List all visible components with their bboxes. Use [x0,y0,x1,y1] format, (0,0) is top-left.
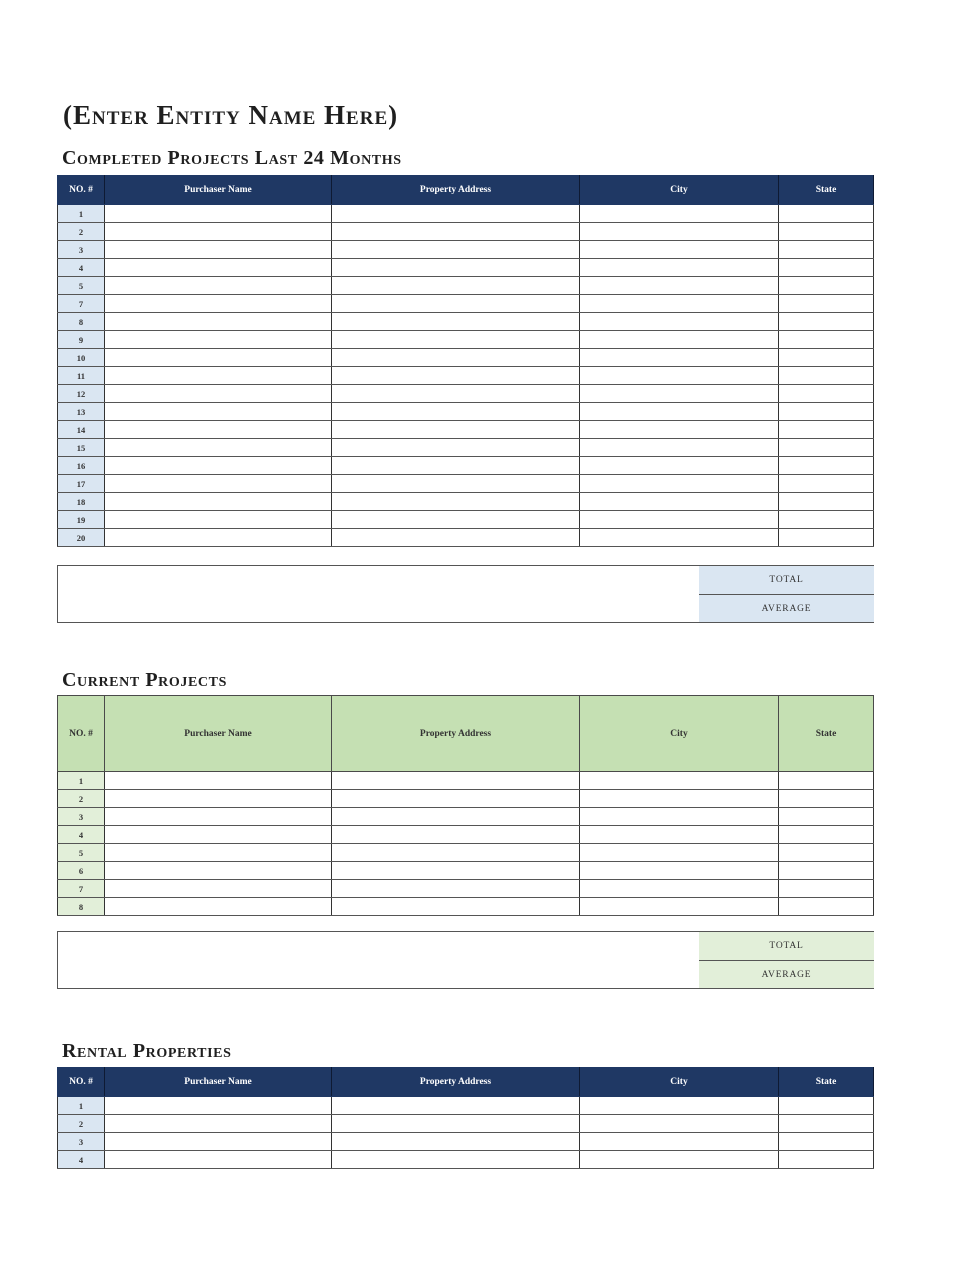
city-cell[interactable] [580,1097,779,1115]
city-cell[interactable] [580,259,779,277]
state-cell[interactable] [779,205,874,223]
purchaser-name-cell[interactable] [105,403,332,421]
state-cell[interactable] [779,241,874,259]
state-cell[interactable] [779,790,874,808]
state-cell[interactable] [779,1151,874,1169]
purchaser-name-cell[interactable] [105,826,332,844]
state-cell[interactable] [779,475,874,493]
purchaser-name-cell[interactable] [105,223,332,241]
column-header-property-address: Property Address [332,1068,580,1097]
table-row [58,205,874,223]
column-header-state: State [779,176,874,205]
row-number-cell: 6 [58,862,105,880]
row-number-cell: 20 [58,529,105,547]
property-address-cell[interactable] [332,826,580,844]
table-row [58,790,874,808]
state-cell[interactable] [779,862,874,880]
table-row [58,223,874,241]
purchaser-name-cell[interactable] [105,313,332,331]
property-address-cell[interactable] [332,439,580,457]
property-address-cell[interactable] [332,277,580,295]
table-row [58,385,874,403]
property-address-cell[interactable] [332,529,580,547]
table-row [58,259,874,277]
city-cell[interactable] [580,826,779,844]
property-address-cell[interactable] [332,259,580,277]
city-cell[interactable] [580,241,779,259]
table-row [58,331,874,349]
state-cell[interactable] [779,493,874,511]
purchaser-name-cell[interactable] [105,349,332,367]
table-row [58,421,874,439]
state-cell[interactable] [779,295,874,313]
table-header-row [58,1068,874,1097]
row-number-cell: 19 [58,511,105,529]
purchaser-name-cell[interactable] [105,529,332,547]
table-row [58,241,874,259]
row-number-cell: 4 [58,1151,105,1169]
state-cell[interactable] [779,277,874,295]
completed-projects-summary [57,565,874,623]
purchaser-name-cell[interactable] [105,295,332,313]
row-number-cell: 10 [58,349,105,367]
state-cell[interactable] [779,223,874,241]
table-row [58,862,874,880]
city-cell[interactable] [580,277,779,295]
completed-projects-table [57,175,874,547]
total-label: TOTAL [699,566,874,595]
property-address-cell[interactable] [332,295,580,313]
purchaser-name-cell[interactable] [105,493,332,511]
city-cell[interactable] [580,349,779,367]
purchaser-name-cell[interactable] [105,241,332,259]
purchaser-name-cell[interactable] [105,808,332,826]
property-address-cell[interactable] [332,241,580,259]
state-cell[interactable] [779,439,874,457]
rental-properties-table [57,1067,874,1169]
city-cell[interactable] [580,439,779,457]
property-address-cell[interactable] [332,205,580,223]
table-row [58,1133,874,1151]
purchaser-name-cell[interactable] [105,385,332,403]
state-cell[interactable] [779,367,874,385]
property-address-cell[interactable] [332,331,580,349]
table-row [58,367,874,385]
column-header-property-address: Property Address [332,696,580,772]
column-header-purchaser-name: Purchaser Name [105,696,332,772]
total-label: TOTAL [699,932,874,961]
property-address-cell[interactable] [332,313,580,331]
table-row [58,511,874,529]
city-cell[interactable] [580,421,779,439]
purchaser-name-cell[interactable] [105,475,332,493]
state-cell[interactable] [779,529,874,547]
property-address-cell[interactable] [332,457,580,475]
column-header-number: NO. # [58,696,105,772]
property-address-cell[interactable] [332,223,580,241]
city-cell[interactable] [580,493,779,511]
city-cell[interactable] [580,313,779,331]
table-row [58,439,874,457]
property-address-cell[interactable] [332,511,580,529]
purchaser-name-cell[interactable] [105,844,332,862]
purchaser-name-cell[interactable] [105,898,332,916]
completed-projects-rows [58,205,874,547]
purchaser-name-cell[interactable] [105,1115,332,1133]
purchaser-name-cell[interactable] [105,331,332,349]
column-header-purchaser-name: Purchaser Name [105,176,332,205]
table-row [58,295,874,313]
purchaser-name-cell[interactable] [105,862,332,880]
average-label: AVERAGE [699,961,874,988]
state-cell[interactable] [779,421,874,439]
city-cell[interactable] [580,790,779,808]
city-cell[interactable] [580,898,779,916]
table-row [58,1097,874,1115]
state-cell[interactable] [779,880,874,898]
table-row [58,808,874,826]
row-number-cell: 8 [58,313,105,331]
property-address-cell[interactable] [332,880,580,898]
city-cell[interactable] [580,808,779,826]
row-number-cell: 17 [58,475,105,493]
state-cell[interactable] [779,808,874,826]
state-cell[interactable] [779,349,874,367]
row-number-cell: 2 [58,790,105,808]
table-row [58,1151,874,1169]
city-cell[interactable] [580,223,779,241]
row-number-cell: 18 [58,493,105,511]
table-row [58,313,874,331]
row-number-cell: 2 [58,223,105,241]
entity-title[interactable]: (Enter Entity Name Here) [63,100,399,130]
state-cell[interactable] [779,1133,874,1151]
column-header-city: City [580,176,779,205]
row-number-cell: 1 [58,772,105,790]
property-address-cell[interactable] [332,421,580,439]
purchaser-name-cell[interactable] [105,421,332,439]
city-cell[interactable] [580,331,779,349]
current-projects-title: Current Projects [62,669,227,691]
city-cell[interactable] [580,367,779,385]
table-row [58,457,874,475]
purchaser-name-cell[interactable] [105,772,332,790]
table-row [58,529,874,547]
column-header-purchaser-name: Purchaser Name [105,1068,332,1097]
row-number-cell: 8 [58,898,105,916]
row-number-cell: 1 [58,1097,105,1115]
city-cell[interactable] [580,529,779,547]
purchaser-name-cell[interactable] [105,205,332,223]
row-number-cell: 3 [58,241,105,259]
row-number-cell: 14 [58,421,105,439]
column-header-city: City [580,696,779,772]
purchaser-name-cell[interactable] [105,1151,332,1169]
city-cell[interactable] [580,457,779,475]
row-number-cell: 2 [58,1115,105,1133]
state-cell[interactable] [779,772,874,790]
column-header-city: City [580,1068,779,1097]
city-cell[interactable] [580,385,779,403]
current-projects-summary [57,931,874,989]
city-cell[interactable] [580,862,779,880]
average-label: AVERAGE [699,595,874,622]
table-row [58,772,874,790]
property-address-cell[interactable] [332,493,580,511]
table-row [58,844,874,862]
row-number-cell: 11 [58,367,105,385]
purchaser-name-cell[interactable] [105,790,332,808]
property-address-cell[interactable] [332,367,580,385]
property-address-cell[interactable] [332,790,580,808]
row-number-cell: 12 [58,385,105,403]
state-cell[interactable] [779,403,874,421]
completed-projects-title: Completed Projects Last 24 Months [62,147,402,169]
purchaser-name-cell[interactable] [105,367,332,385]
table-row [58,880,874,898]
property-address-cell[interactable] [332,475,580,493]
table-row [58,826,874,844]
city-cell[interactable] [580,403,779,421]
table-row [58,898,874,916]
state-cell[interactable] [779,826,874,844]
row-number-cell: 16 [58,457,105,475]
property-address-cell[interactable] [332,1115,580,1133]
city-cell[interactable] [580,295,779,313]
property-address-cell[interactable] [332,772,580,790]
city-cell[interactable] [580,511,779,529]
row-number-cell: 3 [58,808,105,826]
purchaser-name-cell[interactable] [105,277,332,295]
table-row [58,403,874,421]
city-cell[interactable] [580,772,779,790]
purchaser-name-cell[interactable] [105,880,332,898]
row-number-cell: 4 [58,259,105,277]
row-number-cell: 9 [58,331,105,349]
table-header-row [58,176,874,205]
column-header-number: NO. # [58,1068,105,1097]
purchaser-name-cell[interactable] [105,457,332,475]
state-cell[interactable] [779,457,874,475]
state-cell[interactable] [779,259,874,277]
table-row [58,493,874,511]
city-cell[interactable] [580,1115,779,1133]
current-projects-rows [58,772,874,916]
table-row [58,1115,874,1133]
purchaser-name-cell[interactable] [105,439,332,457]
row-number-cell: 4 [58,826,105,844]
state-cell[interactable] [779,1115,874,1133]
column-header-number: NO. # [58,176,105,205]
rental-properties-title: Rental Properties [62,1040,232,1062]
table-row [58,349,874,367]
row-number-cell: 13 [58,403,105,421]
purchaser-name-cell[interactable] [105,259,332,277]
current-projects-table [57,695,874,916]
row-number-cell: 15 [58,439,105,457]
state-cell[interactable] [779,511,874,529]
purchaser-name-cell[interactable] [105,1097,332,1115]
state-cell[interactable] [779,385,874,403]
row-number-cell: 5 [58,844,105,862]
column-header-state: State [779,1068,874,1097]
column-header-property-address: Property Address [332,176,580,205]
property-address-cell[interactable] [332,898,580,916]
property-address-cell[interactable] [332,1151,580,1169]
property-address-cell[interactable] [332,385,580,403]
property-address-cell[interactable] [332,349,580,367]
city-cell[interactable] [580,1133,779,1151]
city-cell[interactable] [580,844,779,862]
property-address-cell[interactable] [332,1133,580,1151]
state-cell[interactable] [779,313,874,331]
row-number-cell: 7 [58,880,105,898]
property-address-cell[interactable] [332,844,580,862]
state-cell[interactable] [779,844,874,862]
row-number-cell: 1 [58,205,105,223]
row-number-cell: 7 [58,295,105,313]
state-cell[interactable] [779,898,874,916]
state-cell[interactable] [779,331,874,349]
city-cell[interactable] [580,880,779,898]
row-number-cell: 3 [58,1133,105,1151]
property-address-cell[interactable] [332,1097,580,1115]
property-address-cell[interactable] [332,862,580,880]
property-address-cell[interactable] [332,808,580,826]
rental-properties-rows [58,1097,874,1169]
city-cell[interactable] [580,475,779,493]
purchaser-name-cell[interactable] [105,511,332,529]
table-header-row [58,696,874,772]
row-number-cell: 5 [58,277,105,295]
city-cell[interactable] [580,205,779,223]
city-cell[interactable] [580,1151,779,1169]
table-row [58,277,874,295]
column-header-state: State [779,696,874,772]
state-cell[interactable] [779,1097,874,1115]
purchaser-name-cell[interactable] [105,1133,332,1151]
property-address-cell[interactable] [332,403,580,421]
table-row [58,475,874,493]
